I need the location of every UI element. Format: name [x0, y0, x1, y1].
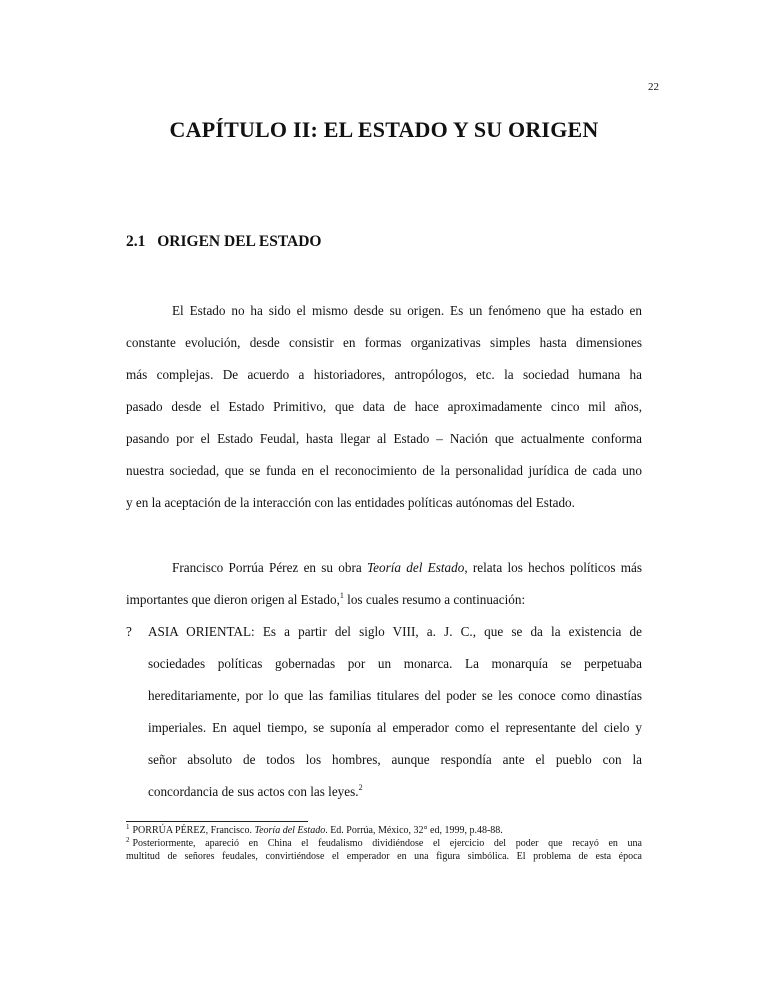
list-item-line: hereditariamente, por lo que las familias titulares del poder se les conoce como dinastías: [148, 688, 642, 703]
footnote-ref-2[interactable]: 2: [358, 783, 363, 792]
text-run: . Ed. Porrúa, México, 32° ed, 1999, p.48-88.: [325, 825, 503, 836]
book-title-italic: Teoría del Estado: [367, 560, 465, 575]
paragraph-porrua-intro: [126, 552, 642, 616]
bullet-marker-icon: ?: [126, 624, 132, 639]
text-run: Francisco Porrúa Pérez en su obra: [172, 560, 368, 575]
paragraph-line: pasado desde el Estado Primitivo, que data de hace aproximadamente cinco mil años,: [126, 399, 642, 414]
footnote-number: 1: [126, 823, 130, 831]
list-item-line: imperiales. En aquel tiempo, se suponía al emperador como el representante del cielo y: [148, 720, 642, 735]
text-run: los cuales resumo a continuación:: [343, 592, 526, 607]
section-number: 2.1: [126, 233, 146, 250]
list-item-body: [148, 616, 642, 808]
list-item-line: ASIA ORIENTAL: Es a partir del siglo VIII, a. J. C., que se da la existencia de: [148, 624, 642, 639]
page-number: 22: [648, 81, 659, 93]
chapter-title: CAPÍTULO II: EL ESTADO Y SU ORIGEN: [169, 117, 599, 142]
text-run: PORRÚA PÉREZ, Francisco.: [132, 825, 255, 836]
text-run: concordancia de sus actos con las leyes.: [148, 784, 359, 799]
paragraph-line: [126, 552, 642, 584]
paragraph-line: constante evolución, desde consistir en formas organizativas simples hasta dimensiones: [126, 335, 642, 350]
footnote-separator: [126, 821, 308, 822]
footnote-2-line: [126, 837, 642, 850]
paragraph-line: El Estado no ha sido el mismo desde su origen. Es un fenómeno que ha estado en: [172, 303, 642, 318]
text-run: , relata los hechos políticos más: [464, 560, 642, 575]
list-item-line: [148, 776, 642, 808]
footnote-ref-1[interactable]: 1: [339, 591, 344, 600]
paragraph-line: y en la aceptación de la interacción con las entidades políticas autónomas del Estado.: [126, 495, 575, 510]
footnotes: [126, 824, 642, 863]
section-title: ORIGEN DEL ESTADO: [157, 233, 322, 250]
paragraph-origin-of-state: [126, 295, 642, 519]
paragraph-line: pasando por el Estado Feudal, hasta llegar al Estado – Nación que actualmente conforma: [126, 431, 642, 446]
section-heading: [126, 232, 321, 252]
text-run: Posteriormente, apareció en China el feudalismo dividiéndose el ejercicio del poder que recayó en una: [132, 838, 642, 849]
list-item-line: sociedades políticas gobernadas por un monarca. La monarquía se perpetuaba: [148, 656, 642, 671]
list-item-line: señor absoluto de todos los hombres, aunque respondía ante el pueblo con la: [148, 752, 642, 767]
footnote-number: 2: [126, 836, 130, 844]
footnote-2-line: multitud de señores feudales, convirtiéndose el emperador en una figura simbólica. El problema de esta época: [126, 851, 642, 862]
paragraph-line: más complejas. De acuerdo a historiadores, antropólogos, etc. la sociedad humana ha: [126, 367, 642, 382]
paragraph-line: nuestra sociedad, que se funda en el reconocimiento de la personalidad jurídica de cada uno: [126, 463, 642, 478]
footnote-1: [126, 824, 642, 837]
paragraph-line: [126, 584, 642, 616]
book-title-italic: Teoría del Estado: [254, 825, 326, 836]
text-run: importantes que dieron origen al Estado,: [126, 592, 340, 607]
